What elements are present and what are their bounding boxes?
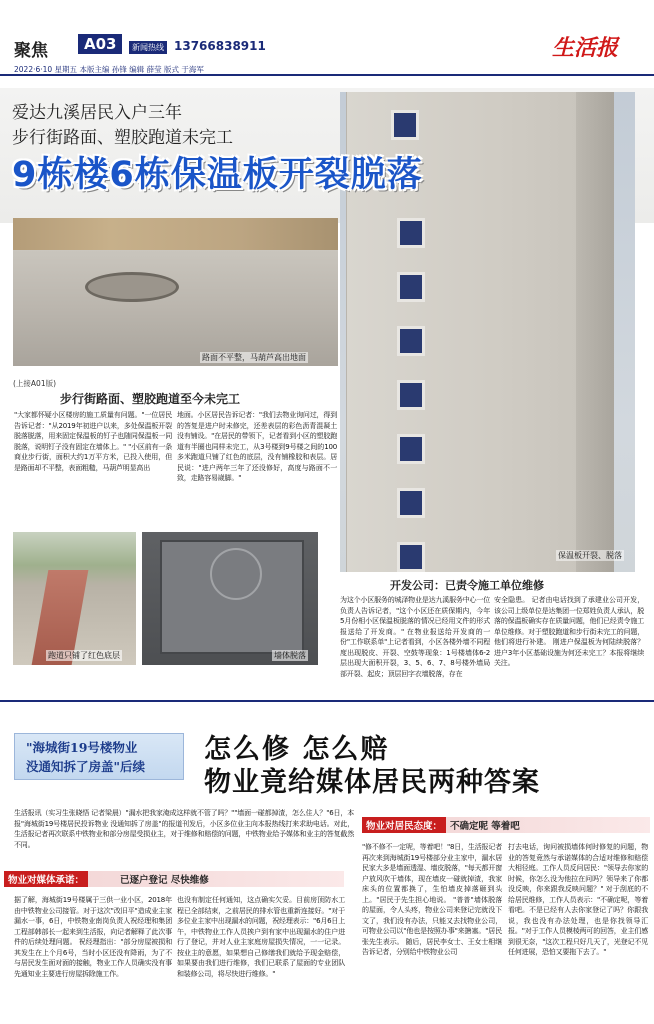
issue-info: 2022·6·10 星期五 本版主编 孙锋 编辑 薛莹 版式 于海军 [14,65,204,74]
followup-tag-line-2: 没通知拆了房盖"后续 [26,759,146,774]
continued-from-tag: (上接A01版) [13,379,57,388]
residents-section-title: 不确定呢 等着吧 [450,821,520,832]
main-headline: 9栋楼6栋保温板开裂脱落 [12,155,423,195]
story2-headline-line-2: 物业竟给媒体居民两种答案 [204,767,540,798]
story2-lead: 生活报讯（实习生张晓悟 记者梁晨）"漏水把我家淹成这样就不管了吗？""墙面一碰都掉渣，怎么住人？"6日，本报"海城街19号楼居民投诉物业 没通知拆了房盖"的报道刊发后，小区多位业主向本报热线打来求助电话。对此，生活报记者再次联系中铁物业和部分房屋受损业主，对于维修和赔偿的问题，中铁物业给予媒体和业主的答复截然不同。 [14,809,354,849]
media-section-label: 物业对媒体承诺： [4,871,88,887]
article-column-5: 据了解，海城街19号楼属于三供一业小区，2018年由中铁物业公司接管。对于这次"改旧平"造成业主家漏水一事，6日，中铁物业南岗负责人祝经理和集团工程部韩部长一起来到生活报，向记者解释了此次事件的后续处理问题。 祝经理指出："部分房屋被损和其发生在上个月6号，当时小区还没有降雨，为了不与居民发生面对面的接触，物业工作人员确实没有事先通知业主要进行房屋拆除施工作。 [14,896,172,978]
section-subhead: 步行街路面、塑胶跑道至今未完工 [60,392,241,406]
article-column-2: 地面。小区居民告诉记者："我们去物业询问过，得到的答复是进户时未修完，还差表层的彩色沥青混凝土没有铺设。"在居民的带领下，记者看到小区的塑胶跑道有半圈也同样未完工，从3号楼到9号楼之间的100多米跑道只铺了红色的底层，没有铺橡胶和表层。居民说："进户两年三年了还没修好，高度与路面不一致，走路容易崴脚。" [177,411,337,482]
track-photo-caption: 跑道只铺了红色底层 [48,651,120,660]
article-column-8: 打去电话，询问被损墙体何时修复的问题，物业的答复竟然与承诺媒体的合适对维修和赔偿大相径庭。工作人员反问居民："领导去你家的时候，你怎么没为他拉在问吗？领导来了你都没反映，你来跟我反映问题？" 对于刮底的不给居民维修，工作人员表示："不确定呢，等着看吧。不是已经有人去你家登记了吗？你跟我说，我也没有办法处理，也是你找领导汇报。"对于工作人员模棱两可的回答，业主们感到很无奈，"这次工程只好几天了，光登记不见任何进展，恐怕又要拖下去了。" [508,843,648,956]
hotline-tag: 新闻热线 [129,41,167,54]
road-photo-caption: 路面不平整，马葫芦高出地面 [202,353,306,362]
subtitle-1: 爱达九溪居民入户三年 [12,103,182,123]
road-photo-buildings [13,218,338,250]
hotline-number: 13766838911 [174,39,266,53]
section-name: 聚焦 [14,41,48,61]
article-column-7: "修不修不一定呢，等着吧！"8日，生活报记者再次来到海城街19号楼部分业主家中，漏水居民家大多是墙面透湿、墙皮脱落，"每天都开窗户放风吹干墙体，现在墙皮一碰就掉渣，我家床头的位置都换了，生怕墙皮掉落砸到头上。"居民于先生担心地说。 "普普"墙体脱落的屋面，令人头疼，物业公司来登记完就没下文了，我们没有办法，只能又去找物业公司，可物业公司以"他也是按照办事"来搪塞。"居民张先生表示。 随后，居民李女士、王女士相继告诉记者，分别给中铁物业公司 [362,843,502,956]
article-column-6: 也没有制定任何通知，这点确实欠妥。目前房顶防水工程已全部结束，之前居民的排水管也重新连接好。"对于多位业主家中出现漏水的问题，祝经理表示："6月6日上午，中铁物业工作人员挨户到有家中出现漏水的住户进行了登记，并对人业主家庭房屋损失情况，一一记录。按业主的意愿，如果想自己修缮我们就给予现金赔偿，如果要由我们进行维修，我们已联系了屋面的专业团队和装修公司，将尽快进行维修。" [177,896,345,978]
media-section-title: 已逐户登记 尽快维修 [120,875,209,886]
article-column-4: 安全隐患。 记者由电话找到了承建业公司开发，该公司上级单位是达集团一位郑姓负责人承认，脱落的保温板确实存在质量问题，他们已经责令施工单位维修。对于塑胶跑道和步行街未完工的问题，他们将进行补建。 刚进户保温板为何陆续脱落？进户3年小区基础设施为何还未完工？本报将继续关注。 [494,596,644,667]
residents-section-label: 物业对居民态度： [362,817,446,833]
page-number: A03 [78,34,122,54]
building-side [576,92,614,572]
subtitle-2: 步行街路面、塑胶跑道未完工 [12,128,233,148]
top-divider [0,74,654,76]
story2-headline-line-1: 怎么修 怎么赔 [204,734,390,765]
middle-divider [0,700,654,702]
manhole-cover [85,272,179,302]
article-column-1: "大家都怀疑小区楼房的施工质量有问题。"一位居民告诉记者："从2019年初进户以来，多处保温板开裂脱落脱落，用来固定保温板的钉子也随同保温板一同脱落，说明钉子没有固定在墙体上。" "小区前有一条商业步行街，面积大约1万平方米，已投入使用，但是路面却不平整，表面粗糙，马葫芦明显高出 [14,411,172,472]
wall-photo-caption: 墙体脱落 [274,651,306,660]
hero-photo-caption: 保温板开裂、脱落 [558,551,622,560]
newspaper-logo: 生活报 [552,35,619,61]
followup-tag-line-1: "海城街19号楼物业 [26,740,138,755]
article-column-3: 为这个小区服务的城泽物业是达九溪服务中心一位负责人告诉记者，"这个小区还在质保期内，今年5月份相小区保温板脱落的情况已经用文件的形式报送给了开发商。" 在物业报送给开发商的一份"工作联系单"上记者看到，小区各楼外墙不同程度出现脱皮、开裂、空鼓等现象：1号楼墙体6-2层出现大面积开裂，3、5、6、7、8号楼外墙局部开裂、起皮；顶层回字衣墙脱落，存在 [340,596,490,678]
wall-ornament [210,548,262,600]
developer-subhead: 开发公司：已责令施工单位维修 [390,579,544,592]
